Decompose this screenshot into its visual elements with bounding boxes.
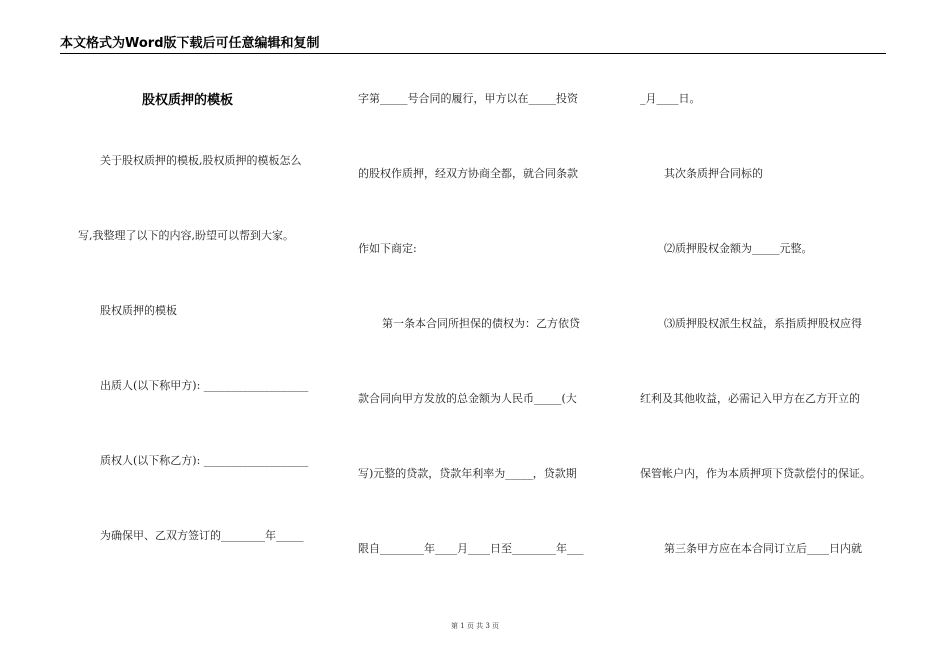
paragraph-line: 款合同向甲方发放的总金额为人民币_____(大 — [358, 392, 577, 405]
paragraph-line: 红利及其他收益，必需记入甲方在乙方开立的 — [640, 392, 860, 405]
paragraph-line: 限自________年____月____日至________年___ — [358, 542, 584, 555]
paragraph-line: ⑵质押股权金额为_____元整。 — [664, 242, 813, 255]
pledgor-field: 出质人(以下称甲方): ___________________ — [100, 379, 309, 392]
paragraph-line: 作如下商定: — [358, 242, 417, 255]
document-header: 本文格式为Word版下载后可任意编辑和复制 — [60, 36, 320, 51]
paragraph-line: 第一条本合同所担保的债权为：乙方依贷 — [382, 317, 580, 330]
paragraph-line: 关于股权质押的模板,股权质押的模板怎么 — [100, 154, 302, 167]
paragraph-line: 的股权作质押，经双方协商全都，就合同条款 — [358, 167, 578, 180]
paragraph-line: 保管帐户内，作为本质押项下贷款偿付的保证。 — [640, 467, 871, 480]
page-number: 第 1 页 共 3 页 — [450, 622, 500, 630]
section-heading: 股权质押的模板 — [100, 304, 177, 317]
section-heading: 其次条质押合同标的 — [664, 167, 763, 180]
paragraph-line: 写)元整的贷款，贷款年利率为_____，贷款期 — [358, 467, 577, 480]
paragraph-line: ⑶质押股权派生权益，系指质押股权应得 — [664, 317, 862, 330]
pledgee-field: 质权人(以下称乙方): ___________________ — [100, 454, 309, 467]
paragraph-line: 第三条甲方应在本合同订立后____日内就 — [664, 542, 862, 555]
document-title: 股权质押的模板 — [142, 93, 234, 108]
paragraph-line: 为确保甲、乙双方签订的________年_____ — [100, 529, 304, 542]
header-rule — [60, 53, 886, 54]
paragraph-line: 字第_____号合同的履行，甲方以在_____投资 — [358, 92, 578, 105]
paragraph-line: 写,我整理了以下的内容,盼望可以帮到大家。 — [78, 229, 294, 242]
paragraph-line: _月____日。 — [640, 92, 701, 105]
